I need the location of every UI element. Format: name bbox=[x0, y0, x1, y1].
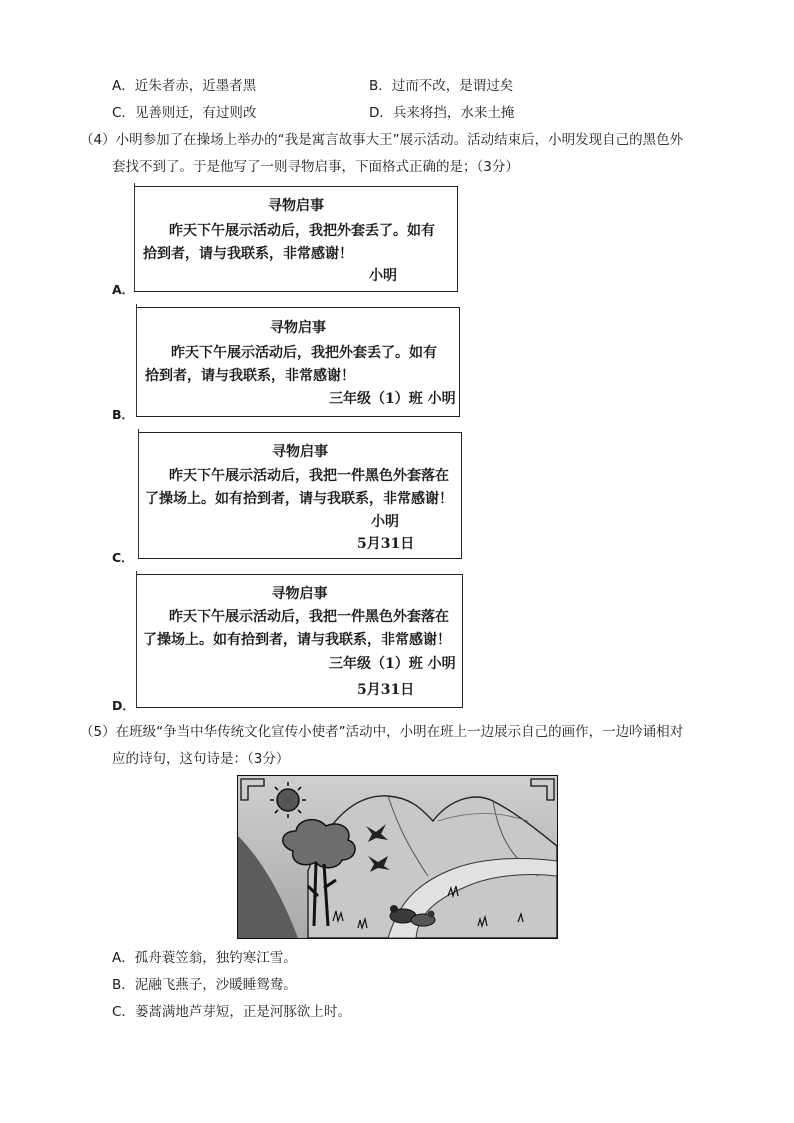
notice-signature: 小明 bbox=[371, 514, 399, 530]
question-5 bbox=[80, 722, 730, 769]
option-text: 近朱者赤，近墨者黑 bbox=[134, 78, 257, 94]
notice-signature: 小明 bbox=[369, 268, 397, 284]
option-letter: A． bbox=[112, 950, 135, 966]
notice-date: 5月31日 bbox=[357, 682, 415, 698]
notice-title: 寻物启事 bbox=[272, 444, 328, 460]
notice-body-1: 昨天下午展示活动后，我把外套丢了。如有 bbox=[171, 345, 437, 361]
option-text: 过而不改，是谓过矣 bbox=[391, 78, 514, 94]
notice-title: 寻物启事 bbox=[271, 586, 328, 602]
question-text: 在班级“争当中华传统文化宣传小使者”活动中，小明在班上一边展示自己的画作，一边吟诵相对 bbox=[115, 724, 684, 740]
notice-body-1: 昨天下午展示活动后，我把一件黑色外套落在 bbox=[169, 468, 449, 484]
option-letter: D． bbox=[369, 105, 393, 121]
notice-signature: 三年级（1）班 小明 bbox=[329, 656, 456, 672]
q4-option-c-notice bbox=[138, 432, 462, 559]
q5-option-a bbox=[112, 948, 297, 968]
question-number: （5） bbox=[80, 724, 116, 740]
option-text: 蒌蒿满地芦芽短，正是河豚欲上时。 bbox=[134, 1004, 351, 1020]
q3-option-a bbox=[112, 76, 256, 96]
q3-option-d bbox=[369, 103, 514, 123]
question-number: （4） bbox=[80, 132, 116, 148]
drawing-svg bbox=[238, 776, 557, 938]
notice-date: 5月31日 bbox=[357, 536, 415, 552]
landscape-drawing bbox=[237, 775, 558, 939]
notice-title: 寻物启事 bbox=[268, 198, 324, 214]
notice-title: 寻物启事 bbox=[270, 320, 326, 336]
notice-body-2: 拾到者，请与我联系，非常感谢！ bbox=[145, 368, 355, 384]
q4-option-b-notice bbox=[136, 307, 460, 417]
notice-body-1: 昨天下午展示活动后，我把外套丢了。如有 bbox=[169, 223, 435, 239]
option-letter: B． bbox=[112, 977, 135, 993]
question-5-line-1 bbox=[80, 722, 730, 742]
q4-option-c-letter: C． bbox=[112, 550, 134, 565]
question-4 bbox=[80, 130, 730, 177]
q3-option-c bbox=[112, 103, 256, 123]
option-text: 兵来将挡，水来土掩 bbox=[392, 105, 515, 121]
q4-option-d-notice bbox=[136, 574, 463, 708]
option-letter: B． bbox=[369, 78, 392, 94]
q4-option-a-letter: A． bbox=[112, 282, 135, 297]
option-text: 泥融飞燕子，沙暖睡鸳鸯。 bbox=[134, 977, 297, 993]
option-letter: C． bbox=[112, 1004, 135, 1020]
notice-signature: 三年级（1）班 小明 bbox=[329, 391, 456, 407]
option-letter: A． bbox=[112, 78, 135, 94]
q3-option-b bbox=[369, 76, 513, 96]
q4-option-a-notice bbox=[134, 186, 458, 292]
q5-option-c bbox=[112, 1002, 351, 1022]
question-4-line-2: 套找不到了。于是他写了一则寻物启事，下面格式正确的是；（3分） bbox=[112, 159, 519, 175]
option-text: 孤舟蓑笠翁，独钓寒江雪。 bbox=[134, 950, 297, 966]
question-text: 小明参加了在操场上举办的“我是寓言故事大王”展示活动。活动结束后，小明发现自己的黑色外 bbox=[115, 132, 684, 148]
q4-option-b-letter: B． bbox=[112, 407, 135, 422]
q5-option-b bbox=[112, 975, 297, 995]
notice-body-2: 了操场上。如有拾到者，请与我联系，非常感谢！ bbox=[143, 632, 451, 648]
notice-body-2: 了操场上。如有拾到者，请与我联系，非常感谢！ bbox=[145, 491, 453, 507]
question-4-line-1 bbox=[80, 130, 730, 150]
option-text: 见善则迁，有过则改 bbox=[134, 105, 257, 121]
notice-body-2: 拾到者，请与我联系，非常感谢！ bbox=[143, 246, 353, 262]
option-letter: C． bbox=[112, 105, 135, 121]
question-5-line-2: 应的诗句，这句诗是：（3分） bbox=[112, 751, 290, 767]
notice-body-1: 昨天下午展示活动后，我把一件黑色外套落在 bbox=[169, 609, 449, 625]
q4-option-d-letter: D． bbox=[112, 698, 135, 713]
